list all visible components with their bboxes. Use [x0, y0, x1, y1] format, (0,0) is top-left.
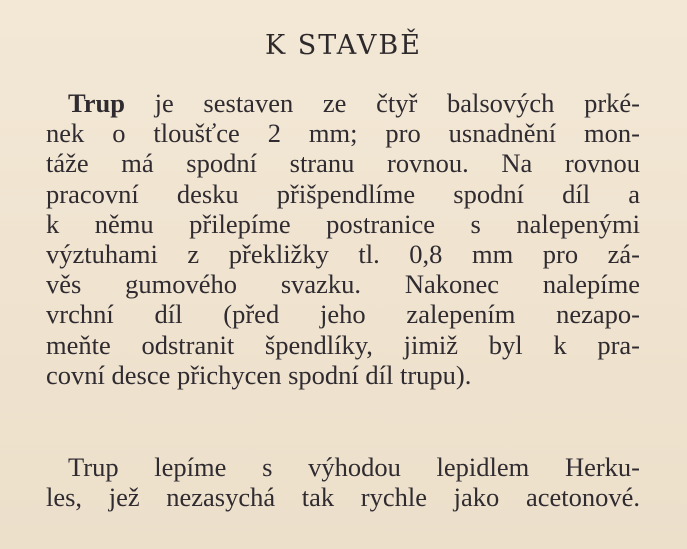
text-line: věs gumového svazku. Nakonec nalepíme: [46, 269, 640, 300]
text-line: výztuhami z překližky tl. 0,8 mm pro zá-: [46, 238, 640, 269]
text-line: meňte odstranit špendlíky, jimiž byl k pra-: [46, 329, 640, 360]
text-line: covní desce přichycen spodní díl trupu).: [46, 359, 472, 390]
text-line: les, jež nezasychá tak rychle jako acetonové.: [46, 482, 640, 513]
paragraph-1: [46, 88, 640, 390]
section-heading: K STAVBĚ: [265, 30, 422, 61]
paragraph-2: [46, 452, 640, 512]
text-line: [46, 88, 640, 118]
text-line: Trup lepíme s výhodou lepidlem Herku-: [68, 452, 640, 482]
text-line: k němu přilepíme postranice s nalepenými: [46, 208, 640, 239]
text-line: pracovní desku přišpendlíme spodní díl a: [46, 178, 640, 209]
text-line: vrchní díl (před jeho zalepením nezapo-: [46, 299, 640, 330]
line-text: je sestaven ze čtyř balsových prké-: [124, 88, 640, 118]
text-line: nek o tloušťce 2 mm; pro usnadnění mon-: [46, 118, 640, 149]
bold-lead-word: Trup: [68, 88, 125, 118]
text-line: táže má spodní stranu rovnou. Na rovnou: [46, 148, 640, 179]
